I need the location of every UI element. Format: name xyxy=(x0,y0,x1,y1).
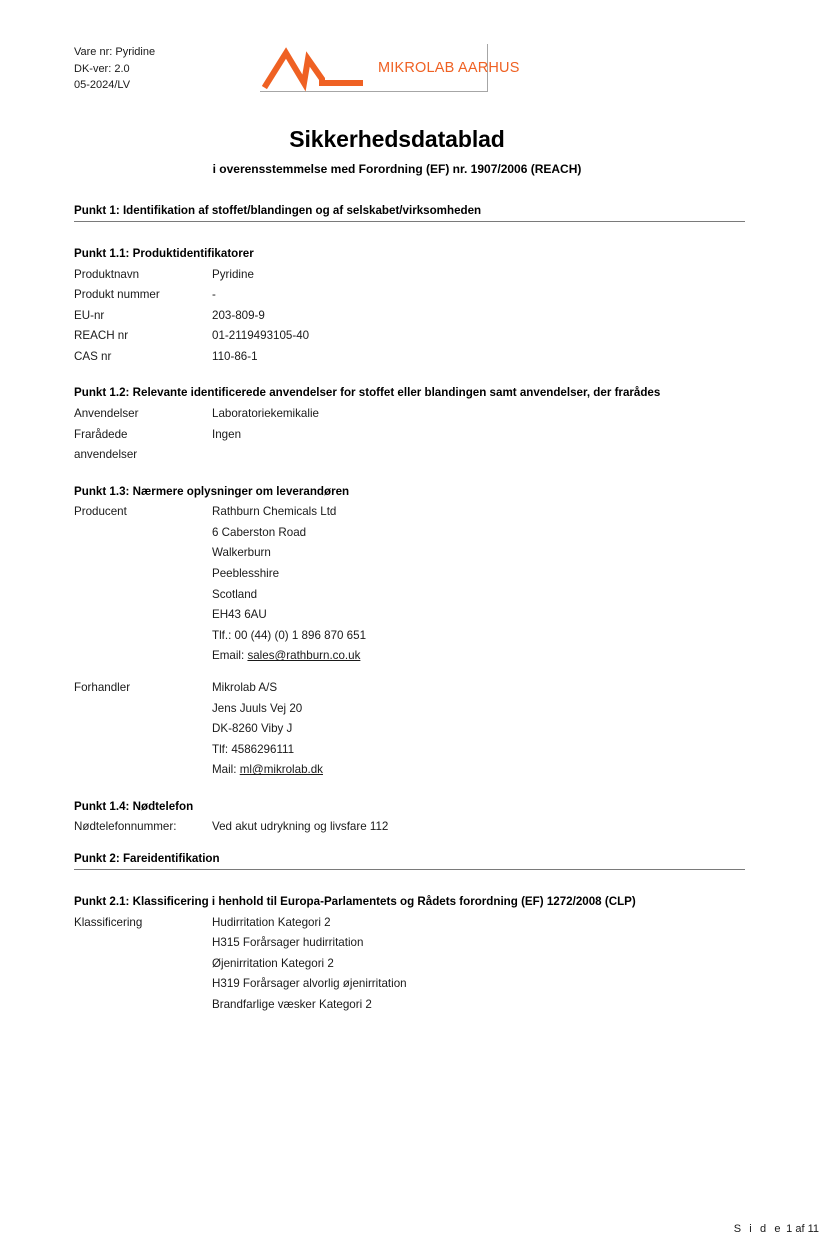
document-header xyxy=(74,44,746,106)
meta-line-date-rev: 05-2024/LV xyxy=(74,79,131,91)
field-label: CAS nr xyxy=(74,349,112,363)
field-label: EU-nr xyxy=(74,308,105,322)
footer-total-pages: 11 xyxy=(807,1223,819,1235)
field-value: Pyridine xyxy=(212,267,254,281)
logo-block xyxy=(260,44,520,92)
table-row xyxy=(74,265,745,286)
classification-line: H319 Forårsager alvorlig øjenirritation xyxy=(212,977,407,991)
address-line: Rathburn Chemicals Ltd xyxy=(212,505,337,519)
field-label: Anvendelser xyxy=(74,406,139,420)
field-label-line-1: Frarådede xyxy=(74,427,128,441)
field-value: 110-86-1 xyxy=(212,349,258,363)
field-label: Produktnavn xyxy=(74,267,140,281)
page-title: Sikkerhedsdatablad xyxy=(289,126,505,152)
address-line: Walkerburn xyxy=(212,546,271,560)
table-row xyxy=(74,347,745,368)
footer-page-number: 1 xyxy=(786,1223,793,1235)
address-line: Jens Juuls Vej 20 xyxy=(212,701,303,715)
field-label: Nødtelefonnummer: xyxy=(74,820,177,834)
section-1-3-heading: Punkt 1.3: Nærmere oplysninger om leverandøren xyxy=(74,484,350,498)
field-label-line-2: anvendelser xyxy=(74,448,138,462)
logo-wordmark: MIKROLAB AARHUS xyxy=(378,60,520,76)
table-row xyxy=(74,306,745,327)
table-row xyxy=(74,404,745,425)
field-value: Laboratoriekemikalie xyxy=(212,406,319,420)
mikrolab-ml-logo-icon xyxy=(264,47,368,89)
field-value: 01-2119493105-40 xyxy=(212,329,310,343)
product-meta-block xyxy=(74,44,155,94)
field-label: Klassificering xyxy=(74,915,143,929)
classification-line: H315 Forårsager hudirritation xyxy=(212,936,364,950)
address-line: EH43 6AU xyxy=(212,608,267,622)
address-line: Scotland xyxy=(212,587,258,601)
section-2-1-heading: Punkt 2.1: Klassificering i henhold til Europa-Parlamentets og Rådets forordning (EF) 1272/2008 (CLP) xyxy=(74,895,636,909)
email-line xyxy=(212,646,745,667)
footer-of-word: af xyxy=(795,1223,805,1235)
producer-block xyxy=(74,502,745,667)
classification-block xyxy=(74,913,745,1016)
document-body xyxy=(74,204,819,1235)
dealer-address xyxy=(212,678,745,781)
field-label: Forhandler xyxy=(74,681,131,694)
producer-email-link[interactable]: sales@rathburn.co.uk xyxy=(247,649,361,663)
field-value: 203-809-9 xyxy=(212,308,265,322)
email-label: Mail: xyxy=(212,763,240,777)
classification-line: Brandfarlige væsker Kategori 2 xyxy=(212,997,372,1011)
classification-line: Hudirritation Kategori 2 xyxy=(212,915,331,929)
field-value: Ved akut udrykning og livsfare 112 xyxy=(212,820,389,834)
section-1-heading: Punkt 1: Identifikation af stoffet/blandingen og af selskabet/virksomheden xyxy=(74,204,745,222)
classification-line: Øjenirritation Kategori 2 xyxy=(212,956,334,970)
address-line: Mikrolab A/S xyxy=(212,681,278,694)
address-line: 6 Caberston Road xyxy=(212,525,307,539)
producer-address xyxy=(212,502,745,667)
dealer-email-link[interactable]: ml@mikrolab.dk xyxy=(239,763,323,777)
section-2-heading: Punkt 2: Fareidentifikation xyxy=(74,852,745,870)
table-row xyxy=(74,326,745,347)
page-footer xyxy=(74,1223,819,1235)
meta-line-vare-nr: Vare nr: Pyridine xyxy=(74,46,156,58)
address-line: Peeblesshire xyxy=(212,567,280,581)
section-1-2-heading: Punkt 1.2: Relevante identificerede anvendelser for stoffet eller blandingen samt anvendelser, der frarådes xyxy=(74,386,661,400)
section-1-1-heading: Punkt 1.1: Produktidentifikatorer xyxy=(74,247,254,260)
field-label: Produkt nummer xyxy=(74,288,160,302)
dealer-block xyxy=(74,678,745,781)
field-label: REACH nr xyxy=(74,329,129,343)
email-line xyxy=(212,760,745,781)
table-row xyxy=(74,285,745,306)
email-label: Email: xyxy=(212,649,248,663)
section-1-4-heading: Punkt 1.4: Nødtelefon xyxy=(74,799,194,813)
phone-line: Tlf: 4586296111 xyxy=(212,742,295,756)
field-label-group xyxy=(74,425,212,466)
table-row xyxy=(74,817,745,838)
field-value: Ingen xyxy=(212,427,242,441)
field-label: Producent xyxy=(74,505,127,519)
field-value-group xyxy=(212,425,745,446)
field-value: - xyxy=(212,288,216,302)
footer-side-label: S i d e xyxy=(733,1223,784,1235)
meta-line-dk-ver: DK-ver: 2.0 xyxy=(74,62,130,75)
table-row xyxy=(74,425,745,466)
classification-list xyxy=(212,913,745,1016)
address-line: DK-8260 Viby J xyxy=(212,722,293,736)
page-subtitle: i overensstemmelse med Forordning (EF) nr. 1907/2006 (REACH) xyxy=(212,162,582,176)
phone-line: Tlf.: 00 (44) (0) 1 896 870 651 xyxy=(212,628,367,642)
